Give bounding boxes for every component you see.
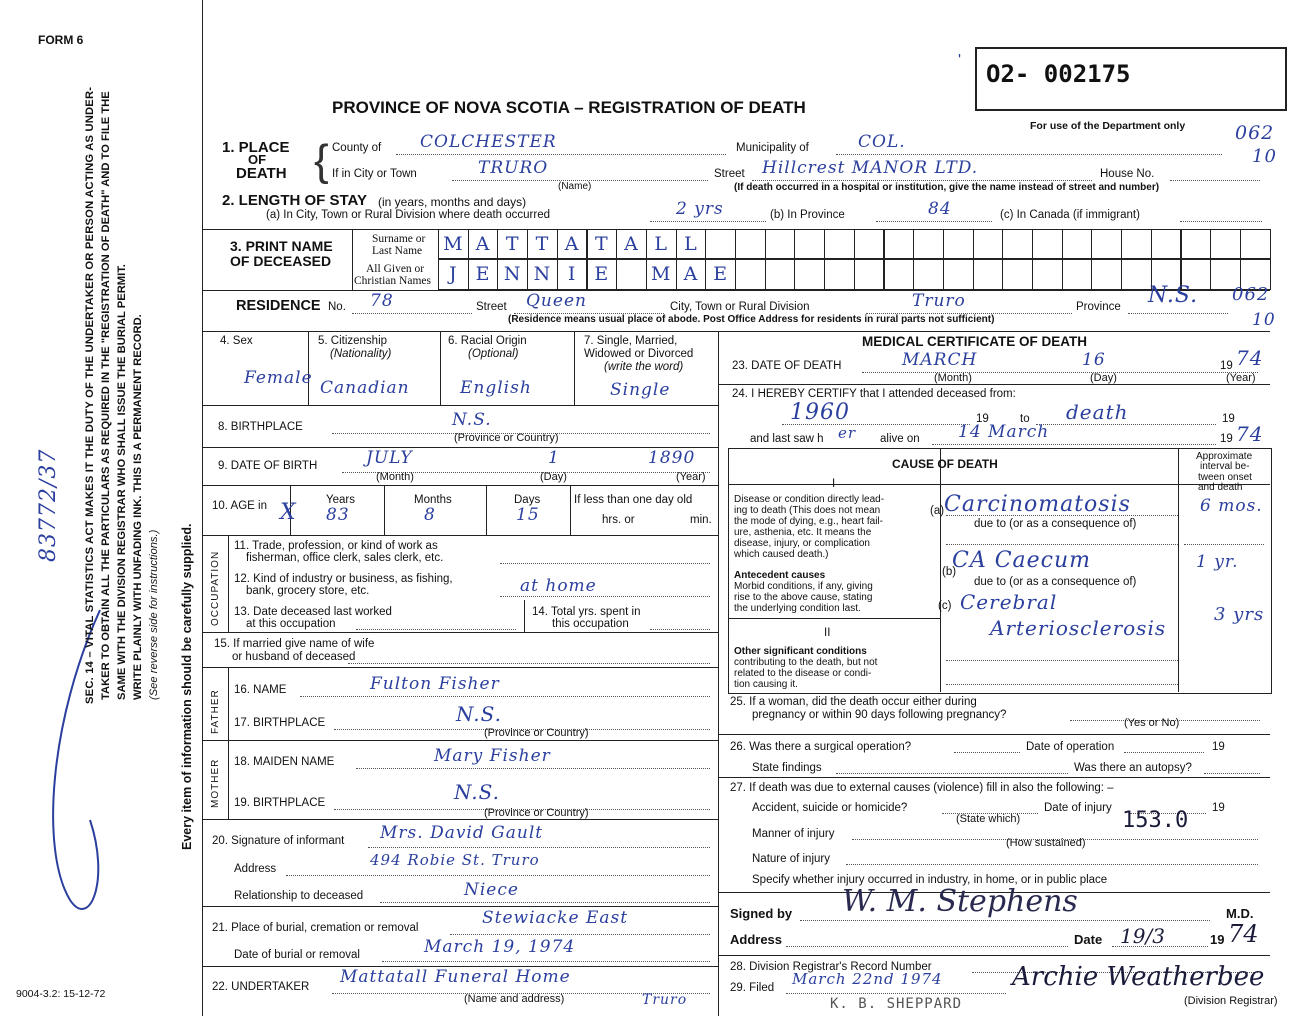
surname-char-box[interactable]: L bbox=[676, 229, 707, 259]
statute-line-4: WRITE PLAINLY WITH UNFADING INK. THIS IS A PERMANENT RECORD. bbox=[132, 314, 144, 700]
occ11-label-2: fisherman, office clerk, sales clerk, etc. bbox=[246, 552, 444, 564]
surname-char-box[interactable] bbox=[1181, 229, 1212, 259]
dept-code-2: 10 bbox=[1252, 146, 1277, 167]
citizenship-value[interactable]: Canadian bbox=[320, 378, 410, 398]
surname-char-box[interactable] bbox=[1151, 229, 1182, 259]
residence-label: RESIDENCE bbox=[236, 298, 321, 314]
dob-month[interactable]: JULY bbox=[366, 448, 413, 468]
disease-line-5: disease, injury, or complication bbox=[734, 538, 870, 549]
given-name-char-box[interactable]: A bbox=[676, 259, 707, 290]
surname-char-box[interactable] bbox=[973, 229, 1004, 259]
marital-value[interactable]: Single bbox=[610, 380, 671, 400]
alive-year-prefix: 19 bbox=[1220, 433, 1233, 445]
signed-date[interactable]: 19/3 bbox=[1120, 924, 1165, 948]
md-label: M.D. bbox=[1226, 906, 1254, 921]
registrar-sub: (Division Registrar) bbox=[1184, 995, 1278, 1007]
reverse-instructions: (See reverse side for instructions.) bbox=[148, 529, 160, 700]
last-saw-pronoun[interactable]: er bbox=[838, 424, 857, 442]
racial-label: 6. Racial Origin bbox=[448, 335, 527, 347]
birthplace-value[interactable]: N.S. bbox=[452, 410, 492, 430]
date-year[interactable]: 74 bbox=[1228, 920, 1259, 948]
surname-char-box[interactable]: A bbox=[557, 229, 588, 259]
dob-year-sub: (Year) bbox=[676, 471, 706, 483]
given-name-char-box[interactable]: E bbox=[587, 259, 618, 290]
hrs-label: hrs. or bbox=[602, 514, 635, 526]
given-name-char-box[interactable] bbox=[1032, 259, 1063, 290]
attended-from[interactable]: 1960 bbox=[790, 400, 850, 425]
occ14-label-1: 14. Total yrs. spent in bbox=[532, 606, 641, 618]
last-saw-label: and last saw h bbox=[750, 433, 824, 445]
ante-line-1: Antecedent causes bbox=[734, 570, 826, 581]
surname-char-box[interactable]: A bbox=[468, 229, 499, 259]
other-line-2: contributing to the death, but not bbox=[734, 657, 878, 668]
to-label: to bbox=[1020, 413, 1030, 425]
undertaker-sub: (Name and address) bbox=[464, 993, 565, 1005]
ante-line-2: Morbid conditions, if any, giving bbox=[734, 581, 873, 592]
cause-b-marker: (b) bbox=[942, 566, 957, 578]
birthplace-sub: (Province or Country) bbox=[454, 432, 559, 444]
cause-c-line-2[interactable]: Arteriosclerosis bbox=[990, 616, 1167, 640]
occ12-label-2: bank, grocery store, etc. bbox=[246, 585, 370, 597]
street-value[interactable]: Hillcrest MANOR LTD. bbox=[762, 158, 979, 178]
mother-bp-sub: (Province or Country) bbox=[484, 807, 589, 819]
marital-label-2: Widowed or Divorced bbox=[584, 348, 694, 360]
alive-on-value[interactable]: 14 March bbox=[958, 422, 1050, 442]
dod-year[interactable]: 74 bbox=[1236, 346, 1264, 370]
city-label: If in City or Town bbox=[332, 168, 417, 180]
undertaker-label: 22. UNDERTAKER bbox=[212, 981, 310, 993]
autopsy-label: Was there an autopsy? bbox=[1074, 762, 1192, 774]
given-name-char-box[interactable] bbox=[794, 259, 825, 290]
surname-char-box[interactable] bbox=[1240, 229, 1271, 259]
given-name-char-box[interactable]: I bbox=[557, 259, 588, 290]
burial-date[interactable]: March 19, 1974 bbox=[424, 937, 576, 957]
informant-label: 20. Signature of informant bbox=[212, 835, 345, 847]
registration-number: O2- 002175 bbox=[986, 60, 1131, 88]
place-label-3: DEATH bbox=[236, 165, 287, 182]
months-label: Months bbox=[414, 494, 452, 506]
disease-line-4: ure, asthenia, etc. It means the bbox=[734, 527, 872, 538]
stay-b-label: (b) In Province bbox=[770, 209, 845, 221]
informant-address[interactable]: 494 Robie St. Truro bbox=[370, 851, 540, 869]
occ14-label-2: this occupation bbox=[552, 618, 629, 630]
undertaker-value[interactable]: Mattatall Funeral Home bbox=[340, 967, 571, 987]
op-date-label: Date of operation bbox=[1026, 741, 1115, 753]
residence-province[interactable]: N.S. bbox=[1148, 283, 1199, 308]
ante-line-3: rise to the above cause, stating bbox=[734, 592, 873, 603]
given-name-char-box[interactable]: E bbox=[705, 259, 736, 290]
attended-to[interactable]: death bbox=[1066, 400, 1129, 424]
surname-char-box[interactable] bbox=[765, 229, 796, 259]
informant-address-label: Address bbox=[234, 863, 277, 875]
state-findings-label: State findings bbox=[752, 762, 822, 774]
from-year-prefix: 19 bbox=[976, 413, 989, 425]
q27-label: 27. If death was due to external causes (violence) fill in also the following: – bbox=[730, 782, 1114, 794]
place-brace: { bbox=[314, 136, 329, 185]
surname-char-box[interactable] bbox=[705, 229, 736, 259]
stay-a-value[interactable]: 2 yrs bbox=[676, 199, 724, 219]
less-label: If less than one day old bbox=[574, 494, 693, 506]
q25-line-2: pregnancy or within 90 days following pregnancy? bbox=[752, 709, 1007, 721]
dob-day[interactable]: 1 bbox=[548, 448, 560, 468]
cause-a-marker: (a) bbox=[930, 505, 945, 517]
dob-day-sub: (Day) bbox=[540, 471, 567, 483]
dob-month-sub: (Month) bbox=[376, 471, 414, 483]
dept-code-4: 10 bbox=[1252, 310, 1276, 330]
given-name-char-box[interactable] bbox=[616, 259, 647, 290]
left-border bbox=[202, 0, 203, 1016]
dod-day-sub: (Day) bbox=[1090, 372, 1117, 384]
form-label: FORM 6 bbox=[38, 33, 84, 47]
medical-title: MEDICAL CERTIFICATE OF DEATH bbox=[862, 334, 1087, 349]
city-value[interactable]: TRURO bbox=[478, 158, 549, 178]
spouse-label-2: or husband of deceased bbox=[232, 651, 356, 663]
age-years[interactable]: 83 bbox=[326, 505, 350, 525]
citizenship-label: 5. Citizenship bbox=[318, 335, 388, 347]
residence-no-label: No. bbox=[328, 301, 346, 313]
given-name-char-box[interactable] bbox=[1002, 259, 1033, 290]
how-sustained-sub: (How sustained) bbox=[1006, 837, 1086, 849]
dod-day[interactable]: 16 bbox=[1082, 350, 1106, 370]
mother-name[interactable]: Mary Fisher bbox=[434, 746, 551, 766]
surname-char-box[interactable] bbox=[1210, 229, 1241, 259]
disease-line-3: the mode of dying, e.g., heart fail- bbox=[734, 516, 883, 527]
relationship-label: Relationship to deceased bbox=[234, 890, 364, 902]
occ13-label-1: 13. Date deceased last worked bbox=[234, 606, 392, 618]
surname-label-1: Surname or bbox=[372, 233, 426, 245]
given-name-char-box[interactable] bbox=[973, 259, 1004, 290]
signed-by-label: Signed by bbox=[730, 906, 793, 921]
occ13-label-2: at this occupation bbox=[246, 618, 336, 630]
stay-sub: (in years, months and days) bbox=[378, 195, 527, 209]
surname-char-box[interactable]: M bbox=[438, 229, 469, 259]
surname-char-box[interactable]: L bbox=[646, 229, 677, 259]
surname-char-box[interactable] bbox=[943, 229, 974, 259]
municipality-value[interactable]: COL. bbox=[858, 132, 906, 152]
occ11-label-1: 11. Trade, profession, or kind of work as bbox=[234, 540, 438, 552]
racial-sub: (Optional) bbox=[468, 348, 519, 360]
op-year-prefix: 19 bbox=[1212, 741, 1225, 753]
given-name-char-box[interactable]: E bbox=[468, 259, 499, 290]
interval-a[interactable]: 6 mos. bbox=[1200, 496, 1263, 516]
city-name-sub: (Name) bbox=[558, 181, 592, 192]
certify-label: 24. I HEREBY CERTIFY that I attended deceased from: bbox=[732, 388, 1016, 400]
registrar-signature: Archie Weatherbee bbox=[1012, 962, 1265, 992]
mother-side-label: MOTHER bbox=[210, 758, 221, 808]
statute-line-2: TAKER TO OBTAIN ALL THE PARTICULARS AS REQUIRED IN THE "REGISTRATION OF DEATH" AND TO FILE THE bbox=[100, 91, 112, 700]
residence-note: (Residence means usual place of abode. Post Office Address for residents in rural parts not sufficient) bbox=[508, 314, 995, 325]
other-line-4: tion causing it. bbox=[734, 679, 798, 690]
surname-char-box[interactable] bbox=[735, 229, 766, 259]
surname-char-box[interactable] bbox=[1002, 229, 1033, 259]
interval-b[interactable]: 1 yr. bbox=[1196, 552, 1239, 572]
racial-value[interactable]: English bbox=[460, 378, 532, 398]
surname-char-box[interactable] bbox=[1091, 229, 1122, 259]
age-days[interactable]: 15 bbox=[516, 505, 540, 525]
other-line-1: Other significant conditions bbox=[734, 646, 867, 657]
birthplace-label: 8. BIRTHPLACE bbox=[218, 421, 303, 433]
father-name-label: 16. NAME bbox=[234, 684, 287, 696]
form-code: 9004-3.2: 15-12-72 bbox=[16, 988, 106, 1000]
interval-label-3: tween onset bbox=[1198, 472, 1252, 483]
surname-char-box[interactable]: T bbox=[527, 229, 558, 259]
interval-label-1: Approximate bbox=[1196, 451, 1253, 462]
cause-a[interactable]: Carcinomatosis bbox=[944, 492, 1131, 517]
q28-label: 28. Division Registrar's Record Number bbox=[730, 961, 932, 973]
surname-char-box[interactable] bbox=[884, 229, 915, 259]
statute-line-3: SAME WITH THE DIVISION REGISTRAR WHO SHALL ISSUE THE BURIAL PERMIT. bbox=[116, 264, 128, 700]
statute-line-1: SEC. 14 – VITAL STATISTICS ACT MAKES IT THE DUTY OF THE UNDERTAKER OR PERSON ACTING AS UNDER- bbox=[84, 86, 96, 704]
other-line-3: related to the disease or condi- bbox=[734, 668, 872, 679]
place-label-2: OF bbox=[248, 152, 267, 167]
given-name-char-box[interactable]: N bbox=[527, 259, 558, 290]
given-name-char-box[interactable]: N bbox=[497, 259, 528, 290]
dod-month[interactable]: MARCH bbox=[902, 350, 978, 370]
dept-use-label: For use of the Department only bbox=[1030, 120, 1186, 132]
occ12-value[interactable]: at home bbox=[520, 576, 597, 596]
alive-year[interactable]: 74 bbox=[1236, 422, 1264, 446]
given-name-char-box[interactable] bbox=[913, 259, 944, 290]
interval-c[interactable]: 3 yrs bbox=[1214, 604, 1265, 625]
given-name-char-box[interactable] bbox=[824, 259, 855, 290]
given-name-char-box[interactable] bbox=[735, 259, 766, 290]
municipality-label: Municipality of bbox=[736, 142, 809, 154]
registrar-name-stamp: K. B. SHEPPARD bbox=[830, 996, 963, 1012]
interval-label-2: interval be- bbox=[1200, 461, 1250, 472]
side-stamp-number: 83772/37 bbox=[36, 448, 61, 562]
disease-line-1: Disease or condition directly lead- bbox=[734, 494, 885, 505]
mother-name-label: 18. MAIDEN NAME bbox=[234, 756, 335, 768]
due-to-a: due to (or as a consequence of) bbox=[974, 518, 1137, 530]
father-bp-sub: (Province or Country) bbox=[484, 727, 589, 739]
days-label: Days bbox=[514, 494, 541, 506]
given-name-char-box[interactable] bbox=[1062, 259, 1093, 290]
q25-line-1: 25. If a woman, did the death occur either during bbox=[730, 696, 977, 708]
every-item-note: Every item of information should be carefully supplied. bbox=[180, 523, 194, 850]
surname-char-box[interactable] bbox=[1062, 229, 1093, 259]
marital-sub: (write the word) bbox=[604, 361, 684, 373]
dod-year-sub: (Year) bbox=[1226, 372, 1256, 384]
sex-label: 4. Sex bbox=[220, 335, 253, 347]
date-label: Date bbox=[1074, 932, 1103, 947]
date-year-prefix: 19 bbox=[1210, 932, 1225, 947]
state-which-sub: (State which) bbox=[956, 813, 1021, 825]
given-name-char-box[interactable]: J bbox=[438, 259, 469, 290]
alive-on-label: alive on bbox=[880, 433, 920, 445]
father-name[interactable]: Fulton Fisher bbox=[370, 674, 500, 694]
surname-char-box[interactable]: T bbox=[497, 229, 528, 259]
ante-line-4: the underlying condition last. bbox=[734, 603, 861, 614]
stay-b-value[interactable]: 84 bbox=[928, 199, 952, 219]
cause-c-marker: (c) bbox=[938, 600, 952, 612]
given-name-char-box[interactable] bbox=[765, 259, 796, 290]
q29-label: 29. Filed bbox=[730, 982, 775, 994]
stay-a-label: (a) In City, Town or Rural Division where death occurred bbox=[266, 209, 550, 221]
informant-value[interactable]: Mrs. David Gault bbox=[380, 823, 544, 843]
disease-line-6: which caused death.) bbox=[734, 549, 829, 560]
injury-year-prefix: 19 bbox=[1212, 802, 1225, 814]
classification-code[interactable]: 153.0 bbox=[1122, 808, 1189, 833]
name-label-1: 3. PRINT NAME bbox=[230, 238, 333, 254]
surname-char-box[interactable]: A bbox=[616, 229, 647, 259]
given-name-char-box[interactable] bbox=[1091, 259, 1122, 290]
undertaker-town[interactable]: Truro bbox=[642, 992, 688, 1008]
street-label: Street bbox=[714, 168, 745, 180]
due-to-b: due to (or as a consequence of) bbox=[974, 576, 1137, 588]
burial-label: 21. Place of burial, cremation or removal bbox=[212, 922, 419, 934]
given-label-1: All Given or bbox=[366, 263, 425, 275]
surname-char-box[interactable] bbox=[1032, 229, 1063, 259]
sex-value[interactable]: Female bbox=[244, 368, 313, 388]
residence-province-label: Province bbox=[1076, 301, 1121, 313]
min-label: min. bbox=[690, 514, 712, 526]
occ12-label-1: 12. Kind of industry or business, as fishing, bbox=[234, 573, 453, 585]
father-side-label: FATHER bbox=[210, 689, 221, 734]
surname-char-box[interactable] bbox=[854, 229, 885, 259]
accident-label: Accident, suicide or homicide? bbox=[752, 802, 908, 814]
disease-line-2: ing to death (This does not mean bbox=[734, 505, 881, 516]
dod-year-prefix: 19 bbox=[1220, 360, 1233, 372]
cause-b[interactable]: CA Caecum bbox=[952, 548, 1092, 573]
physician-signature: W. M. Stephens bbox=[842, 884, 1078, 919]
stay-c-label: (c) In Canada (if immigrant) bbox=[1000, 209, 1140, 221]
marital-label-1: 7. Single, Married, bbox=[584, 335, 678, 347]
occupation-side-label: OCCUPATION bbox=[210, 550, 221, 626]
residence-street[interactable]: Queen bbox=[526, 291, 587, 311]
tick-mark: ' bbox=[958, 52, 962, 69]
specify-label: Specify whether injury occurred in industry, in home, or in public place bbox=[752, 874, 1108, 886]
residence-street-label: Street bbox=[476, 301, 507, 313]
age-tick: X bbox=[280, 500, 297, 525]
dod-label: 23. DATE OF DEATH bbox=[732, 360, 842, 372]
surname-char-box[interactable]: T bbox=[587, 229, 618, 259]
burial-date-label: Date of burial or removal bbox=[234, 949, 360, 961]
given-name-char-box[interactable] bbox=[943, 259, 974, 290]
filed-date[interactable]: March 22nd 1974 bbox=[792, 970, 943, 988]
surname-char-box[interactable] bbox=[794, 229, 825, 259]
yes-no-sub: (Yes or No) bbox=[1124, 717, 1180, 729]
to-year-prefix: 19 bbox=[1222, 413, 1235, 425]
cause-c-line-1[interactable]: Cerebral bbox=[960, 590, 1058, 614]
burial-value[interactable]: Stewiacke East bbox=[482, 908, 629, 928]
form-title: PROVINCE OF NOVA SCOTIA – REGISTRATION OF DEATH bbox=[332, 98, 806, 117]
place-note: (If death occurred in a hospital or institution, give the name instead of street and number) bbox=[734, 182, 1160, 193]
residence-city[interactable]: Truro bbox=[912, 291, 966, 311]
residence-city-label: City, Town or Rural Division bbox=[670, 301, 810, 313]
age-months[interactable]: 8 bbox=[424, 505, 436, 525]
dept-code-3: 062 bbox=[1232, 284, 1270, 305]
father-bp-label: 17. BIRTHPLACE bbox=[234, 717, 326, 729]
dept-code-1: 062 bbox=[1235, 122, 1275, 144]
given-name-char-box[interactable] bbox=[884, 259, 915, 290]
address-label: Address bbox=[730, 932, 783, 947]
roman-two: II bbox=[824, 627, 831, 639]
interval-label-4: and death bbox=[1198, 482, 1243, 493]
injury-date-label: Date of injury bbox=[1044, 802, 1112, 814]
father-bp[interactable]: N.S. bbox=[456, 702, 502, 726]
surname-label-2: Last Name bbox=[372, 245, 423, 257]
given-name-char-box[interactable] bbox=[854, 259, 885, 290]
county-value[interactable]: COLCHESTER bbox=[420, 132, 557, 152]
residence-no[interactable]: 78 bbox=[370, 291, 394, 311]
nature-label: Nature of injury bbox=[752, 853, 830, 865]
citizenship-sub: (Nationality) bbox=[330, 348, 392, 360]
mother-bp-label: 19. BIRTHPLACE bbox=[234, 797, 326, 809]
mother-bp[interactable]: N.S. bbox=[454, 780, 500, 804]
roman-one: I bbox=[832, 478, 836, 490]
dob-label: 9. DATE OF BIRTH bbox=[218, 460, 318, 472]
surname-char-box[interactable] bbox=[824, 229, 855, 259]
surname-char-box[interactable] bbox=[1121, 229, 1152, 259]
stay-label: 2. LENGTH OF STAY bbox=[222, 192, 368, 209]
name-label-2: OF DECEASED bbox=[230, 253, 332, 269]
age-label: 10. AGE in bbox=[212, 500, 267, 512]
relationship-value[interactable]: Niece bbox=[464, 880, 519, 900]
house-label: House No. bbox=[1100, 168, 1155, 180]
q26-label: 26. Was there a surgical operation? bbox=[730, 741, 912, 753]
cause-title: CAUSE OF DEATH bbox=[892, 457, 998, 471]
place-label-1: 1. PLACE bbox=[222, 139, 290, 156]
county-label: County of bbox=[332, 142, 382, 154]
dod-month-sub: (Month) bbox=[934, 372, 972, 384]
given-name-char-box[interactable]: M bbox=[646, 259, 677, 290]
surname-char-box[interactable] bbox=[913, 229, 944, 259]
dob-year[interactable]: 1890 bbox=[648, 448, 696, 468]
years-label: Years bbox=[326, 494, 355, 506]
given-label-2: Christian Names bbox=[354, 275, 431, 287]
spouse-label-1: 15. If married give name of wife bbox=[214, 638, 375, 650]
manner-label: Manner of injury bbox=[752, 828, 835, 840]
